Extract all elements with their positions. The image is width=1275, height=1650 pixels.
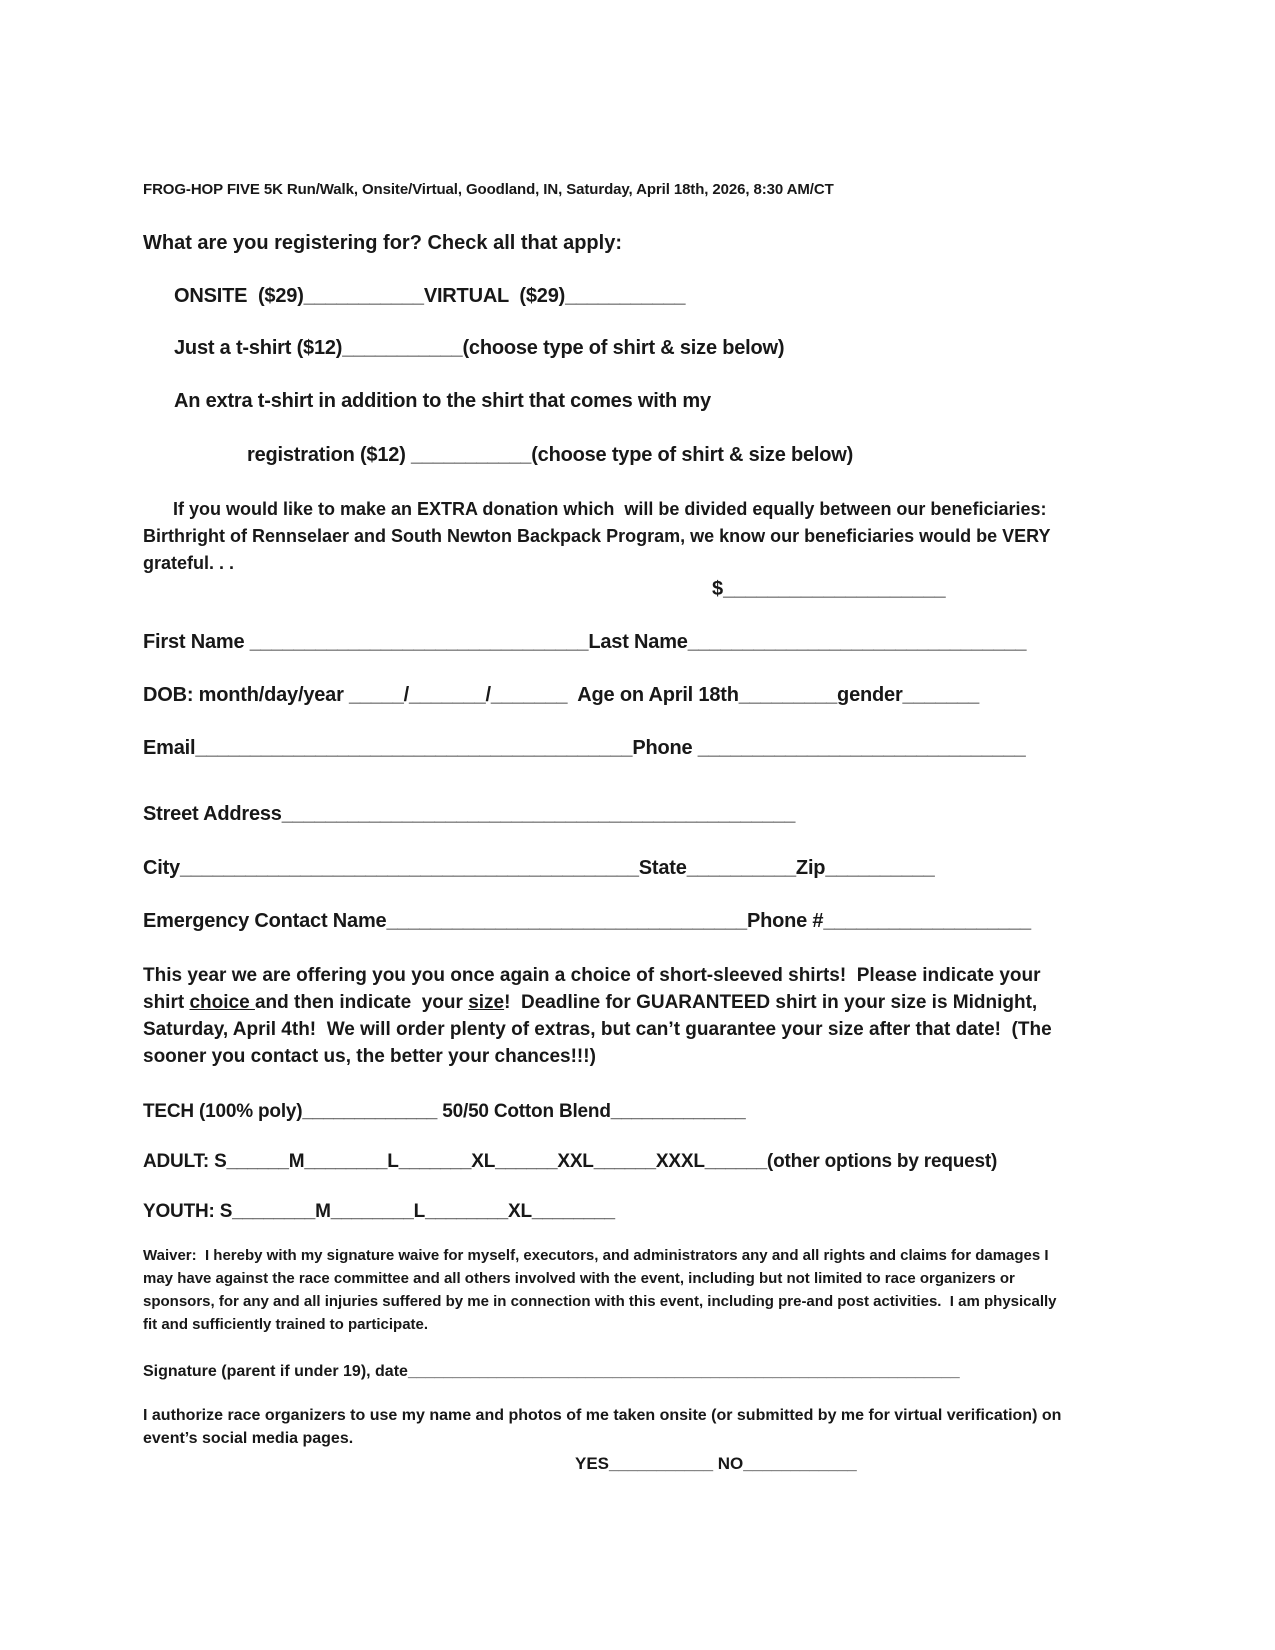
shirt-type-line: [143, 1100, 1190, 1124]
waiver-text: Waiver: I hereby with my signature waive for myself, executors, and administrators any and all rights and claims for damages I may have against the race committee and all others involved with the event, including but not limited to race organizers or sponsors, for any and all injuries suffered by me in connection with this event, including pre-and post activities. I am physically fit and sufficiently trained to participate.: [143, 1247, 1061, 1333]
registering-heading: What are you registering for? Check all that apply:: [143, 232, 622, 254]
dob-day-blank: _______: [409, 684, 486, 706]
tshirt-option-line: [174, 336, 1190, 360]
email-blank: ________________________________________: [195, 737, 633, 759]
last-name-blank: _______________________________: [687, 631, 1027, 653]
photo-authorization-text: I authorize race organizers to use my name and photos of me taken onsite (or submitted by me for virtual verification) on event’s social media pages.: [143, 1407, 1066, 1447]
tshirt-option-note: (choose type of shirt & size below): [462, 337, 785, 359]
cotton-blend-blank: _____________: [610, 1101, 746, 1122]
shirt-info-paragraph: [143, 962, 1055, 1070]
dob-slash-1: /: [403, 684, 410, 706]
signature-line: [143, 1362, 1190, 1382]
age-blank: _________: [738, 684, 838, 706]
onsite-virtual-line: [174, 284, 1190, 308]
dob-slash-2: /: [485, 684, 491, 706]
donation-amount-blank: ____________________: [723, 578, 946, 600]
extra-tshirt-label: registration ($12): [247, 444, 412, 466]
phone-label: Phone: [632, 737, 698, 759]
street-address-label: Street Address: [143, 803, 282, 825]
shirt-size-underlined: size: [468, 992, 505, 1013]
email-phone-line: [143, 736, 1190, 760]
gender-blank: _______: [902, 684, 979, 706]
signature-date-label: Signature (parent if under 19), date: [143, 1363, 408, 1380]
city-state-zip-line: [143, 856, 1190, 880]
no-blank: ____________: [743, 1454, 857, 1473]
extra-tshirt-line: [247, 443, 1190, 467]
extra-tshirt-intro: An extra t-shirt in addition to the shirt that comes with my: [174, 390, 711, 412]
first-name-blank: _______________________________: [249, 631, 589, 653]
tech-shirt-label: TECH (100% poly): [143, 1101, 303, 1122]
donation-amount-line: [712, 577, 1190, 601]
tshirt-option-label: Just a t-shirt ($12): [174, 337, 343, 359]
emergency-phone-blank: ___________________: [823, 910, 1031, 932]
shirt-info-text-3: ! Deadline for GUARANTEED shirt in your size is Midnight, Saturday, April 4th! We will order plenty of extras, but can’t guarantee your size after that date! (The sooner you contact us, the better your chances!!!): [143, 992, 1057, 1067]
dob-month-blank: _____: [349, 684, 404, 706]
last-name-label: Last Name: [588, 631, 688, 653]
dollar-sign: $: [712, 578, 724, 600]
street-address-line: [143, 802, 1190, 826]
cotton-blend-label: 50/50 Cotton Blend: [437, 1101, 611, 1122]
onsite-option-blank: ___________: [303, 285, 424, 307]
dob-year-blank: _______: [490, 684, 568, 706]
youth-sizes-line: YOUTH: S________M________L________XL________: [143, 1201, 615, 1222]
extra-tshirt-note: (choose type of shirt & size below): [531, 444, 854, 466]
waiver-paragraph: [143, 1244, 1067, 1336]
phone-blank: ______________________________: [697, 737, 1026, 759]
shirt-info-text-2: and then indicate your: [254, 992, 469, 1013]
onsite-option-label: ONSITE ($29): [174, 285, 304, 307]
signature-date-blank: ______________________________________________________________: [407, 1363, 960, 1380]
age-label: Age on April 18th: [567, 684, 739, 706]
emergency-phone-label: Phone #: [746, 910, 824, 932]
shirt-info-text-1: This year we are offering you you once again a choice of short-sleeved shirts! Please indicate your shirt: [143, 965, 1046, 1013]
virtual-option-label: VIRTUAL ($29): [423, 285, 566, 307]
emergency-contact-line: [143, 909, 1190, 933]
shirt-choice-underlined: choice: [189, 992, 255, 1013]
city-blank: __________________________________________: [179, 857, 639, 879]
tech-shirt-blank: _____________: [302, 1101, 438, 1122]
event-title: FROG-HOP FIVE 5K Run/Walk, Onsite/Virtual, Goodland, IN, Saturday, April 18th, 2026, 8:30 AM/CT: [143, 181, 834, 198]
emergency-contact-blank: _________________________________: [386, 910, 747, 932]
no-label: NO: [717, 1454, 744, 1473]
virtual-option-blank: ___________: [565, 285, 686, 307]
yes-label: YES: [575, 1454, 610, 1473]
zip-label: Zip: [795, 857, 826, 879]
email-label: Email: [143, 737, 196, 759]
city-label: City: [143, 857, 180, 879]
donation-text: If you would like to make an EXTRA donation which will be divided equally between our beneficiaries: Birthright of Rennselaer and South Newton Backpack Program, we know our beneficiaries would be VERY grateful. . .: [143, 499, 1057, 573]
dob-line: [143, 683, 1190, 707]
yes-blank: ___________: [609, 1454, 714, 1473]
dob-label: DOB: month/day/year: [143, 684, 350, 706]
state-blank: __________: [686, 857, 796, 879]
state-label: State: [638, 857, 687, 879]
adult-sizes-line: ADULT: S______M________L_______XL______XXL______XXXL______(other options by request): [143, 1151, 998, 1172]
street-address-blank: _______________________________________________: [281, 803, 796, 825]
zip-blank: __________: [825, 857, 935, 879]
yes-no-line: [575, 1452, 1190, 1476]
gender-label: gender: [837, 684, 903, 706]
photo-authorization-paragraph: [143, 1404, 1073, 1450]
first-name-label: First Name: [143, 631, 250, 653]
extra-tshirt-blank: ___________: [411, 444, 532, 466]
tshirt-option-blank: ___________: [342, 337, 463, 359]
donation-paragraph: [143, 496, 1061, 577]
emergency-contact-label: Emergency Contact Name: [143, 910, 387, 932]
name-line: [143, 630, 1190, 654]
